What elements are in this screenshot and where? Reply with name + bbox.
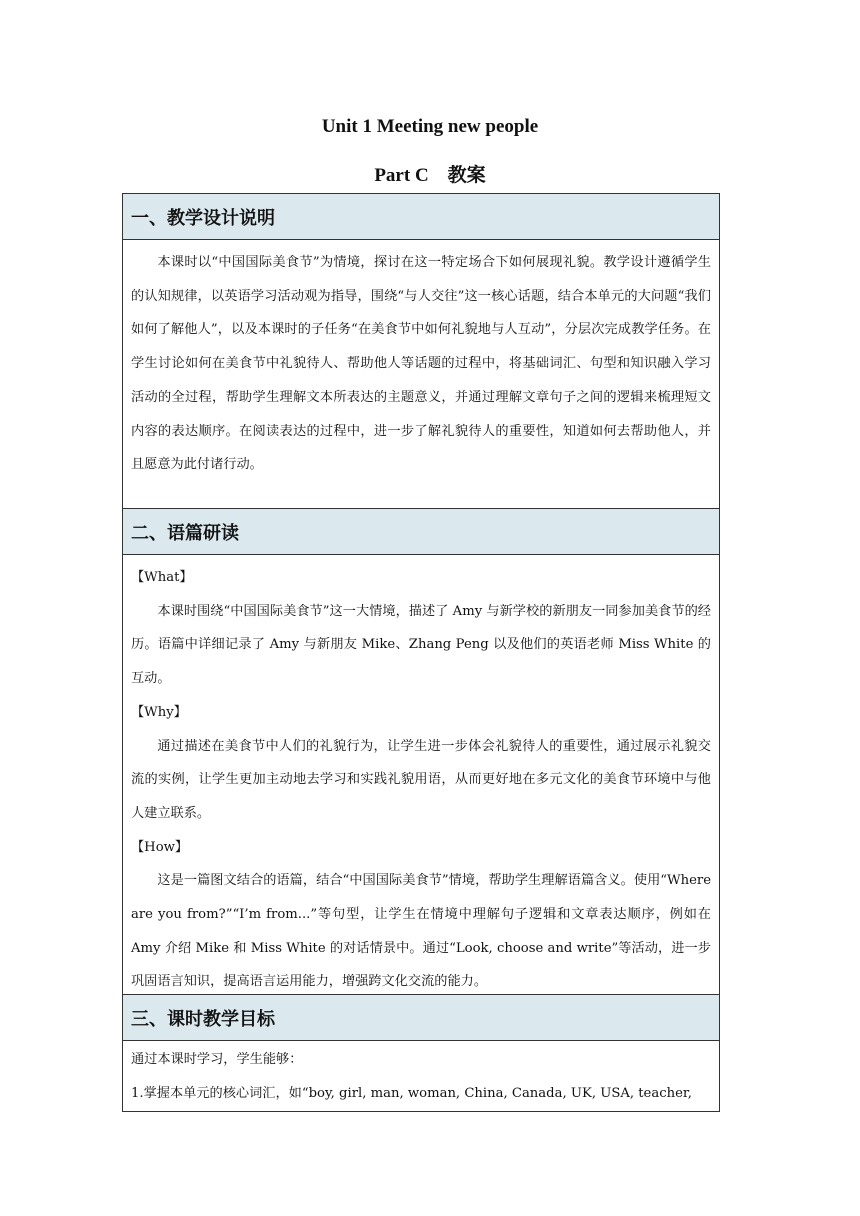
section-body-text-study (123, 555, 719, 995)
section-heading-design: 一、教学设计说明 (123, 194, 719, 240)
lesson-plan-table (122, 193, 720, 1112)
why-tag: 【Why】 (131, 704, 187, 720)
how-tag: 【How】 (131, 839, 189, 855)
section-body-design (123, 240, 719, 509)
document-subtitle: Part C 教案 (374, 165, 486, 186)
why-paragraph: 通过描述在美食节中人们的礼貌行为，让学生进一步体会礼貌待人的重要性，通过展示礼貌交流的实例，让学生更加主动地去学习和实践礼貌用语，从而更好地在多元文化的美食节环境中与他人建立联系。 (131, 738, 711, 821)
what-paragraph: 本课时围绕“中国国际美食节”这一大情境，描述了 Amy 与新学校的新朋友一同参加美食节的经历。语篇中详细记录了 Amy 与新朋友 Mike、Zhang Peng 以及他们的英语老师 Miss White 的互动。 (131, 603, 711, 687)
design-paragraph: 本课时以“中国国际美食节”为情境，探讨在这一特定场合下如何展现礼貌。教学设计遵循学生的认知规律，以英语学习活动观为指导，围绕“与人交往”这一核心话题，结合本单元的大问题“我们如何了解他人”，以及本课时的子任务“在美食节中如何礼貌地与人互动”，分层次完成教学任务。在学生讨论如何在美食节中礼貌待人、帮助他人等话题的过程中，将基础词汇、句型和知识融入学习活动的全过程，帮助学生理解文本所表达的主题意义，并通过理解文章句子之间的逻辑来梳理短文内容的表达顺序。在阅读表达的过程中，进一步了解礼貌待人的重要性，知道如何去帮助他人，并且愿意为此付诸行动。 (131, 255, 711, 473)
section-body-objectives (123, 1041, 719, 1111)
section-heading-text-study: 二、语篇研读 (123, 509, 719, 555)
document-title: Unit 1 Meeting new people (321, 116, 539, 137)
what-tag: 【What】 (131, 570, 193, 585)
section-heading-objectives: 三、课时教学目标 (123, 995, 719, 1041)
objectives-intro: 通过本课时学习，学生能够： (131, 1052, 303, 1067)
how-paragraph: 这是一篇图文结合的语篇，结合“中国国际美食节”情境，帮助学生理解语篇含义。使用“Where are you from?”“I’m from...”等句型，让学生在情境中理解句子逻辑和文章表达顺序，例如在 Amy 介绍 Mike 和 Miss White 的对话情景中。通过“Look, choose and write”等活动，进一步巩固语言知识，提高语言运用能力，增强跨文化交流的能力。 (131, 873, 711, 990)
objective-item-1: 1.掌握本单元的核心词汇，如“boy, girl, man, woman, China, Canada, UK, USA, teacher, (131, 1085, 692, 1101)
